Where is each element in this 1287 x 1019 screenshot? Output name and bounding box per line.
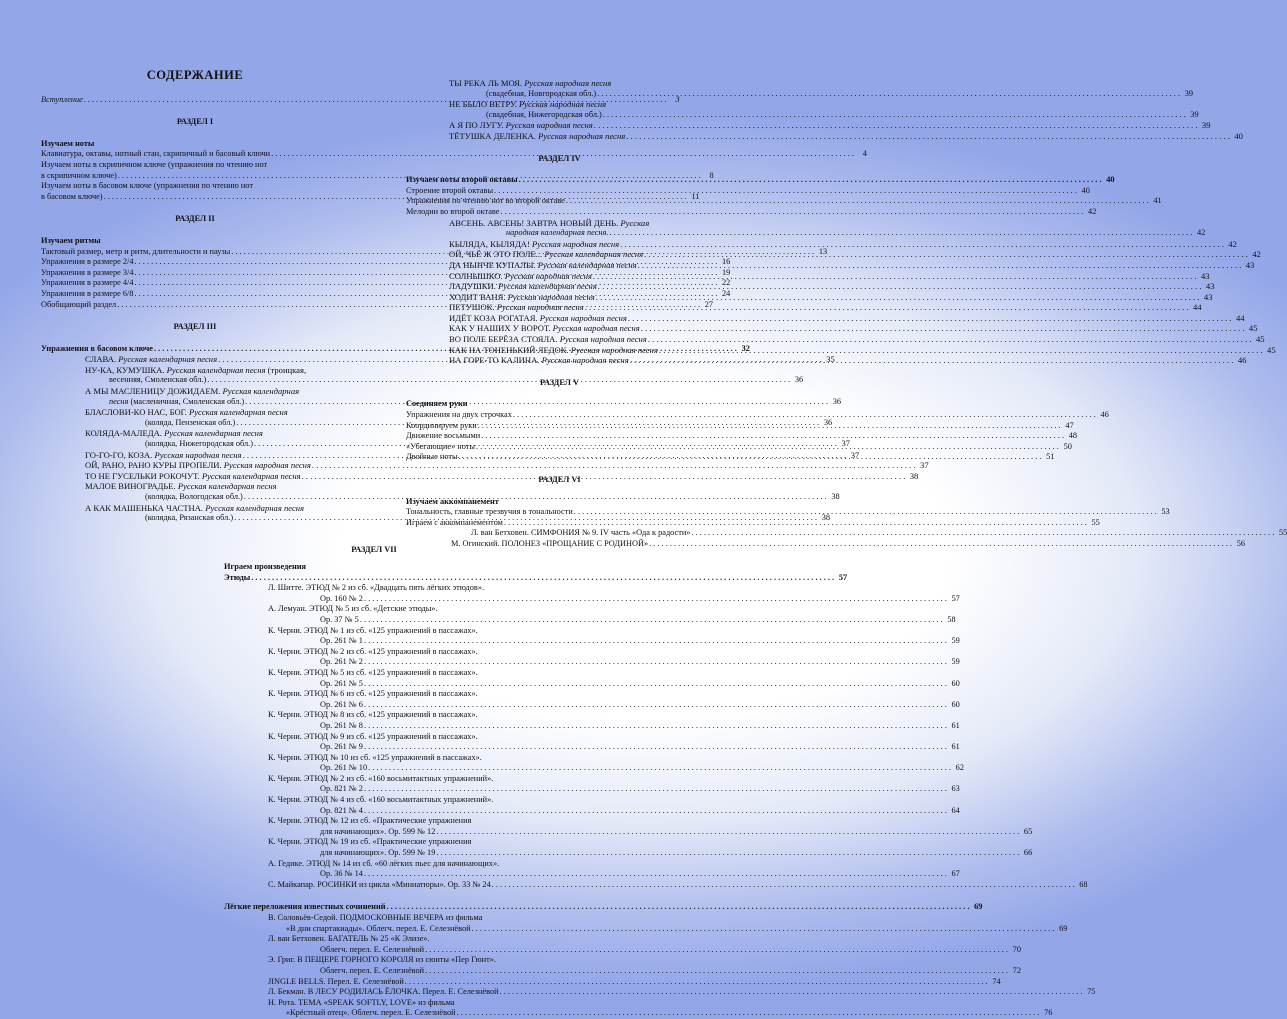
toc-arrangement-entry-cont	[224, 1008, 1053, 1019]
entry-page: 70	[1012, 944, 1021, 954]
toc-etude-entry-cont	[224, 805, 960, 817]
entry-page: 46	[1100, 410, 1109, 420]
toc-arrangement-entry-cont	[224, 944, 1021, 956]
toc-etude-entry[interactable]: К. Черни. ЭТЮД № 9 из сб. «125 упражнений в пассажах».	[268, 731, 478, 741]
entry-label: для начинающих». Ор. 599 № 19	[320, 848, 436, 858]
toc-etude-entry[interactable]: К. Черни. ЭТЮД № 12 из сб. «Практические упражнения	[268, 816, 472, 826]
entry-page: 39	[1184, 88, 1193, 98]
toc-arrangement-entry[interactable]: Э. Григ. В ПЕЩЕРЕ ГОРНОГО КОРОЛЯ из сюиты «Пер Гюнт».	[268, 955, 496, 965]
entry-label: Ор. 36 № 14	[320, 869, 363, 879]
section-1-group: Изучаем ноты	[41, 138, 95, 148]
entry-page: 56	[1236, 538, 1245, 548]
song-title: КЫЛЯДА, КЫЛЯДА!	[449, 238, 530, 249]
song-note: (колядка, Нижегородская обл.)	[145, 439, 253, 449]
entry-page: 63	[951, 784, 960, 794]
toc-song-entry[interactable]	[41, 460, 929, 471]
toc-entry[interactable]	[224, 902, 983, 913]
entry-page: 59	[951, 657, 960, 667]
song-description: Русская народная песня	[552, 323, 640, 334]
song-title: ВО ПОЛЕ БЕРЁЗА СТОЯЛА.	[449, 334, 558, 345]
entry-page: 4	[862, 149, 867, 159]
entry-page: 75	[1087, 987, 1096, 997]
toc-etude-entry-cont	[224, 636, 960, 647]
entry-label: Упражнения в размере 4/4	[41, 278, 134, 288]
entry-page: 65	[1023, 826, 1033, 836]
section-2-heading: РАЗДЕЛ II	[175, 214, 215, 224]
song-title: СЛАВА.	[85, 354, 117, 365]
section-5-group: Соединяем руки	[406, 399, 468, 409]
toc-etude-entry-cont	[224, 763, 964, 774]
entry-page: 45	[1248, 323, 1258, 334]
toc-etude-entry[interactable]: К. Черни. ЭТЮД № 1 из сб. «125 упражнений в пассажах».	[268, 625, 478, 635]
entry-page: 22	[722, 278, 731, 288]
entry-label: Движение восьмыми	[406, 431, 481, 441]
entry-label: Играем с аккомпанементом	[406, 517, 503, 527]
toc-entry-line: Изучаем ноты в скрипичном ключе (упражнения по чтению нот	[41, 159, 268, 169]
song-title: КАК НА ТОНЕНЬКИЙ ЛЕДОК.	[449, 344, 569, 355]
entry-page: 43	[1205, 281, 1215, 292]
song-description: Русская календарная песня	[177, 481, 277, 492]
section-4-heading: РАЗДЕЛ IV	[538, 153, 581, 163]
entry-label: «В дни спартакиады». Облегч. перел. Е. Селезнёвой	[286, 923, 471, 933]
song-note: (троицкая,	[267, 364, 307, 375]
song-description: Русская календарная песня	[118, 354, 218, 365]
entry-page: 37	[920, 460, 929, 471]
toc-arrangement-entry[interactable]	[224, 976, 1001, 988]
toc-etude-entry[interactable]: К. Черни. ЭТЮД № 5 из сб. «125 упражнений в пассажах».	[268, 667, 478, 677]
entry-page: 57	[838, 572, 848, 582]
entry-label: Тональность, главные трезвучия в тональности	[406, 507, 573, 517]
entry-page: 43	[1203, 291, 1213, 302]
toc-entry[interactable]	[224, 572, 848, 584]
toc-etude-entry[interactable]: К. Черни. ЭТЮД № 19 из сб. «Практические упражнения	[268, 837, 472, 847]
song-note: (масленичная, Смоленская обл.)	[130, 396, 245, 406]
section-5-heading: РАЗДЕЛ V	[539, 377, 580, 387]
song-note: (свадебная, Нижегородская обл.)	[486, 109, 602, 119]
toc-song-entry-cont	[406, 88, 1193, 100]
song-title: ОЙ, ЧЬЁ Ж ЭТО ПОЛЕ...	[449, 249, 543, 260]
entry-label: Клавиатура, октавы, нотный стан, скрипичный и басовый ключи	[41, 149, 271, 159]
entry-label: Мелодии во второй октаве	[406, 206, 500, 216]
section-6-heading: РАЗДЕЛ VI	[538, 475, 581, 484]
toc-song-entry[interactable]	[41, 386, 349, 397]
entry-page: 24	[722, 288, 731, 298]
toc-section-7	[224, 562, 1096, 1019]
toc-entry[interactable]	[406, 185, 1090, 197]
toc-etude-entry[interactable]: К. Черни. ЭТЮД № 2 из сб. «125 упражнений в пассажах».	[268, 646, 478, 656]
toc-entry[interactable]	[406, 175, 1115, 186]
toc-arrangement-entry-cont	[224, 965, 1021, 977]
entry-label: JINGLE BELLS. Перел. Е. Селезнёвой	[268, 976, 404, 986]
entry-page: 58	[947, 614, 956, 624]
toc-song-entry[interactable]	[406, 130, 1243, 142]
entry-label: Упражнения в размере 6/8	[41, 288, 134, 298]
toc-etude-entry[interactable]: К. Черни. ЭТЮД № 8 из сб. «125 упражнений в пассажах».	[268, 710, 478, 720]
entry-page: 38	[821, 513, 831, 523]
song-title: НУ-КА, КУМУШКА.	[85, 364, 165, 375]
song-title: ОЙ, РАНО, РАНО КУРЫ ПРОПЕЛИ.	[85, 460, 222, 471]
toc-arrangement-entry-cont	[224, 923, 1068, 935]
song-title: А Я ПО ЛУГУ.	[449, 120, 504, 131]
song-description: Русская народная песня	[519, 99, 607, 110]
toc-etude-entry[interactable]: К. Черни. ЭТЮД № 10 из сб. «125 упражнений в пассажах».	[268, 752, 482, 762]
toc-entry[interactable]	[406, 196, 1162, 207]
entry-page: 13	[818, 246, 828, 256]
entry-page: 69	[974, 902, 983, 912]
toc-arrangement-entry[interactable]: В. Соловьёв-Седой. ПОДМОСКОВНЫЕ ВЕЧЕРА из фильма	[268, 913, 483, 922]
toc-song-entry[interactable]	[41, 365, 349, 376]
song-description: Русская календарная песня	[188, 407, 288, 418]
entry-page: 42	[1197, 228, 1206, 238]
entry-label: Ор. 261 № 2	[320, 657, 363, 667]
song-description: Русская календарная песня	[544, 249, 644, 260]
entry-page: 32	[741, 343, 750, 353]
entry-label: Ор. 261 № 5	[320, 678, 363, 688]
song-note: весенняя, Смоленская обл.)	[109, 375, 207, 385]
entry-page: 19	[722, 267, 731, 277]
entry-page: 11	[691, 191, 700, 201]
entry-page: 40	[1234, 130, 1243, 141]
entry-page: 27	[704, 299, 714, 309]
toc-song-entry[interactable]	[41, 428, 349, 439]
entry-label: Строение второй октавы	[406, 185, 494, 195]
song-description: Русская народная песня	[505, 120, 593, 131]
toc-song-entry[interactable]	[41, 481, 349, 492]
entry-page: 42	[1088, 206, 1097, 216]
entry-page: 3	[675, 94, 680, 104]
toc-song-entry[interactable]	[406, 312, 1245, 324]
entry-label: Лёгкие переложения известных сочинений	[224, 902, 386, 912]
entry-label: Облегч. перел. Е. Селезнёвой	[320, 944, 425, 954]
entry-page: 61	[951, 742, 960, 752]
song-description: Русская народная песня	[559, 334, 647, 345]
entry-page: 59	[951, 636, 960, 646]
toc-etude-entry-cont	[224, 593, 960, 605]
section-7-group: Играем произведения	[224, 562, 307, 571]
entry-label: Упражнения в басовом ключе	[41, 343, 153, 353]
toc-etude-entry-cont	[224, 657, 960, 668]
entry-page: 40	[1106, 175, 1115, 185]
entry-label: Изучаем ноты второй октавы	[406, 175, 518, 185]
entry-page: 60	[951, 699, 960, 709]
entry-page: 39	[1201, 120, 1211, 131]
song-description: Русская народная песня	[223, 460, 311, 471]
entry-page: 46	[1237, 355, 1247, 366]
entry-label: Упражнения в размере 3/4	[41, 267, 134, 277]
song-title: А МЫ МАСЛЕНИЦУ ДОЖИДАЕМ.	[85, 386, 221, 397]
entry-label: Ор. 261 № 10	[320, 763, 368, 773]
toc-entry-line: Изучаем ноты в басовом ключе (упражнения по чтению нот	[41, 181, 253, 191]
toc-song-entry-cont	[406, 228, 1206, 239]
entry-page: 36	[794, 375, 804, 385]
toc-song-entry[interactable]	[406, 120, 1211, 131]
toc-etude-entry-cont	[224, 720, 960, 732]
section-7-heading: РАЗДЕЛ VII	[351, 545, 397, 554]
song-description: Русская календарная песня	[201, 470, 301, 481]
song-title: ТЁТУШКА ДЕЛЕНКА.	[449, 130, 536, 141]
entry-label: Ор. 160 № 2	[320, 593, 363, 603]
song-description: Русская календарная	[222, 386, 300, 397]
song-title: КОЛЯДА-МАЛЕДА.	[85, 428, 162, 439]
song-description: Русская народная песня	[507, 291, 595, 302]
toc-etude-entry-cont	[224, 699, 960, 711]
entry-label: Ор. 261 № 9	[320, 742, 363, 752]
entry-page: 38	[831, 492, 840, 501]
song-title: КАК У НАШИХ У ВОРОТ.	[449, 323, 551, 334]
entry-page: 36	[832, 396, 842, 406]
entry-label: Обобщающий раздел	[41, 299, 117, 309]
section-1-heading: РАЗДЕЛ I	[176, 117, 214, 127]
song-title: ТО НЕ ГУСЕЛЬКИ РОКОЧУТ.	[85, 470, 200, 481]
entry-label: для начинающих». Ор. 599 № 12	[320, 826, 436, 836]
entry-page: 42	[1228, 238, 1237, 249]
entry-page: 67	[951, 869, 960, 879]
toc-song-entry[interactable]	[406, 218, 713, 229]
entry-label: Тактовый размер, метр и ритм, длительности и паузы	[41, 246, 231, 256]
toc-etude-entry-cont	[224, 678, 960, 690]
entry-label: Ор. 261 № 6	[320, 699, 363, 709]
song-description: Русская	[620, 217, 650, 228]
song-note: (колядка, Рязанская обл.)	[145, 513, 234, 523]
section-6-group: Изучаем аккомпанемент	[406, 496, 499, 506]
entry-label: в скрипичном ключе)	[41, 170, 117, 180]
entry-page: 37	[841, 439, 850, 449]
toc-song-entry[interactable]	[406, 238, 1237, 250]
section-3-heading: РАЗДЕЛ III	[173, 322, 217, 332]
toc-arrangement-entry[interactable]: Л. ван Бетховен. БАГАТЕЛЬ № 25 «К Элизе».	[268, 934, 430, 944]
song-description: Русская народная песня	[496, 302, 584, 313]
toc-song-entry[interactable]	[41, 503, 349, 514]
entry-page: 40	[1081, 185, 1090, 195]
song-description: Русская народная песня	[538, 130, 626, 141]
toc-song-entry[interactable]	[406, 334, 1265, 345]
entry-page: 45	[1255, 334, 1265, 345]
song-title: ДА НЫНЧЕ КУПАЛЫ.	[449, 259, 536, 270]
song-description: песня	[109, 396, 129, 406]
entry-page: 60	[951, 678, 960, 688]
song-title: ТЫ РЕКА ЛЬ МОЯ.	[449, 78, 523, 88]
entry-page: 51	[1046, 452, 1055, 462]
song-description: Русская народная песня	[539, 312, 627, 323]
toc-song-entry[interactable]	[406, 323, 1258, 334]
entry-page: 16	[722, 257, 731, 267]
entry-label: «Убегающие» ноты	[406, 441, 475, 451]
toc-song-entry-cont	[406, 109, 1199, 121]
song-title: АВСЕНЬ. АВСЕНЬ! ЗАВТРА НОВЫЙ ДЕНЬ.	[449, 217, 619, 228]
entry-page: 38	[909, 470, 919, 481]
entry-page: 61	[951, 720, 960, 730]
song-note: (коляда, Пензенская обл.)	[145, 417, 236, 427]
entry-label: «Крёстный отец». Облегч. перел. Е. Селезнёвой	[286, 1008, 456, 1018]
song-note: (свадебная, Новгородская обл.)	[486, 88, 597, 98]
entry-label: Облегч. перел. Е. Селезнёвой	[320, 965, 425, 975]
entry-label: Упражнения в размере 2/4	[41, 257, 134, 267]
song-description: Русская календарная песня	[205, 502, 305, 513]
song-title: ХОДИТ ВАНЯ.	[449, 291, 506, 302]
entry-label: Упражнения на двух строчках	[406, 410, 512, 420]
toc-etude-entry[interactable]: К. Черни. ЭТЮД № 4 из сб. «160 восьмитактных упражнений».	[268, 795, 494, 805]
entry-label: С. Майкапар. РОСИНКИ из цикла «Миниатюры». Ор. 33 № 24	[268, 879, 491, 889]
toc-entry[interactable]	[406, 528, 1287, 539]
song-description: Русская календарная песня	[537, 259, 637, 270]
entry-page: 44	[1192, 302, 1202, 313]
entry-label: Двойные ноты	[406, 452, 458, 462]
entry-page: 47	[1065, 420, 1074, 430]
entry-label: Координируем руки	[406, 420, 477, 430]
toc-arrangement-entry[interactable]	[224, 987, 1096, 998]
toc-entry[interactable]	[406, 410, 1109, 421]
toc-song-entry[interactable]	[406, 78, 713, 89]
entry-label: Ор. 821 № 2	[320, 784, 363, 794]
song-description: Русская календарная песня	[166, 364, 266, 375]
entry-page: 45	[1267, 344, 1276, 355]
entry-page: 48	[1068, 431, 1078, 441]
toc-etude-entry-cont	[224, 614, 956, 626]
toc-etude-entry[interactable]: Л. Шитте. ЭТЮД № 2 из сб. «Двадцать пять лёгких этюдов».	[268, 583, 485, 593]
entry-label: Ор. 261 № 1	[320, 636, 363, 646]
entry-page: 55	[1278, 528, 1287, 538]
entry-label: Ор. 821 № 4	[320, 805, 363, 815]
toc-entry[interactable]	[406, 431, 1078, 442]
toc-etude-entry[interactable]: К. Черни. ЭТЮД № 6 из сб. «125 упражнений в пассажах».	[268, 689, 478, 699]
song-title: ИДЁТ КОЗА РОГАТАЯ.	[449, 312, 538, 323]
toc-etude-entry-cont	[224, 826, 1033, 838]
section-2-group: Изучаем ритмы	[41, 235, 101, 245]
entry-label: Л. ван Бетховен. СИМФОНИЯ № 9. IV часть «Ода к радости»	[471, 528, 691, 538]
entry-page: 35	[826, 354, 835, 365]
entry-page: 41	[1153, 196, 1162, 206]
entry-page: 62	[955, 763, 964, 773]
song-description: Русская народная песня	[504, 270, 592, 281]
entry-page: 76	[1044, 1008, 1053, 1018]
song-title: СОЛНЫШКО.	[449, 270, 503, 281]
entry-label: Ор. 261 № 8	[320, 720, 363, 730]
entry-label: в басовом ключе)	[41, 191, 103, 201]
entry-label: Ор. 37 № 5	[320, 614, 359, 624]
song-description: Русская народная песня	[154, 449, 242, 460]
entry-label: М. Огинский. ПОЛОНЕЗ «ПРОЩАНИЕ С РОДИНОЙ»	[451, 538, 649, 548]
entry-page: 57	[951, 593, 960, 603]
song-description: Русская календарная песня	[164, 428, 263, 439]
song-description: Русская народная песня	[541, 355, 629, 366]
entry-page: 37	[850, 449, 860, 460]
song-title: НА ГОРЕ-ТО КАЛИНА.	[449, 355, 540, 366]
entry-page: 8	[709, 170, 714, 180]
entry-page: 68	[1079, 879, 1088, 889]
entry-page: 55	[1091, 517, 1100, 527]
entry-label: Этюды	[224, 572, 251, 582]
toc-etude-entry-cont	[224, 742, 960, 753]
song-description: Русская календарная песня	[498, 281, 597, 292]
toc-song-entry[interactable]	[41, 407, 349, 418]
page-title: СОДЕРЖАНИЕ	[146, 68, 244, 82]
toc-etude-entry[interactable]: А. Гедике. ЭТЮД № 14 из сб. «60 лёгких пьес для начинающих».	[268, 858, 500, 868]
toc-etude-entry[interactable]	[224, 879, 1088, 891]
entry-page: 42	[1252, 249, 1261, 260]
entry-page: 72	[1012, 965, 1021, 975]
toc-etude-entry[interactable]: А. Лемуан. ЭТЮД № 5 из сб. «Детские этюды».	[268, 604, 438, 614]
toc-etude-entry[interactable]: К. Черни. ЭТЮД № 2 из сб. «160 восьмитактных упражнений».	[268, 773, 494, 783]
song-title: НЕ БЫЛО ВЕТРУ.	[449, 99, 517, 110]
toc-etude-entry-cont	[224, 784, 960, 795]
song-description: Русская народная песня	[524, 78, 612, 88]
song-description: Русская народная песня	[532, 238, 620, 249]
entry-label: Упражнения по чтению нот во второй октаве	[406, 196, 565, 206]
song-note: (колядка, Вологодская обл.)	[145, 492, 243, 501]
entry-page: 69	[1059, 923, 1068, 933]
entry-label: Л. Бекман. В ЛЕСУ РОДИЛАСЬ ЁЛОЧКА. Перел. Е. Селезнёвой	[268, 987, 499, 997]
entry-page: 66	[1023, 848, 1033, 858]
song-title: БЛАСЛОВИ-КО НАС, БОГ.	[85, 407, 187, 418]
song-description: народная календарная песня.	[506, 228, 609, 238]
entry-page: 43	[1245, 259, 1255, 270]
entry-page: 43	[1200, 270, 1210, 281]
entry-page: 44	[1235, 312, 1245, 323]
toc-etude-entry-cont	[224, 869, 960, 880]
song-title: ПЕТУШОК.	[449, 302, 495, 313]
toc-song-entry[interactable]	[406, 99, 713, 110]
song-description: Русская народная песня	[570, 344, 658, 355]
song-title: ГО-ГО-ГО, КОЗА.	[85, 449, 153, 460]
entry-page: 50	[1063, 441, 1072, 451]
song-title: ЛАДУШКИ.	[449, 281, 496, 292]
entry-page: 74	[992, 976, 1001, 986]
song-title: А КАК МАШЕНЬКА ЧАСТНА.	[85, 502, 204, 513]
toc-arrangement-entry[interactable]: Н. Рота. ТЕМА «SPEAK SOFTLY, LOVE» из фильма	[268, 997, 455, 1007]
entry-label: Вступление	[41, 94, 83, 104]
entry-page: 64	[951, 805, 960, 815]
entry-page: 53	[1161, 507, 1170, 517]
song-title: МАЛОЕ ВИНОГРАДЬЕ.	[85, 481, 176, 492]
entry-page: 36	[823, 417, 833, 427]
toc-etude-entry-cont	[224, 848, 1033, 859]
toc-song-entry[interactable]	[406, 299, 1202, 313]
entry-page: 39	[1190, 109, 1199, 119]
toc-entry[interactable]	[406, 206, 1097, 218]
